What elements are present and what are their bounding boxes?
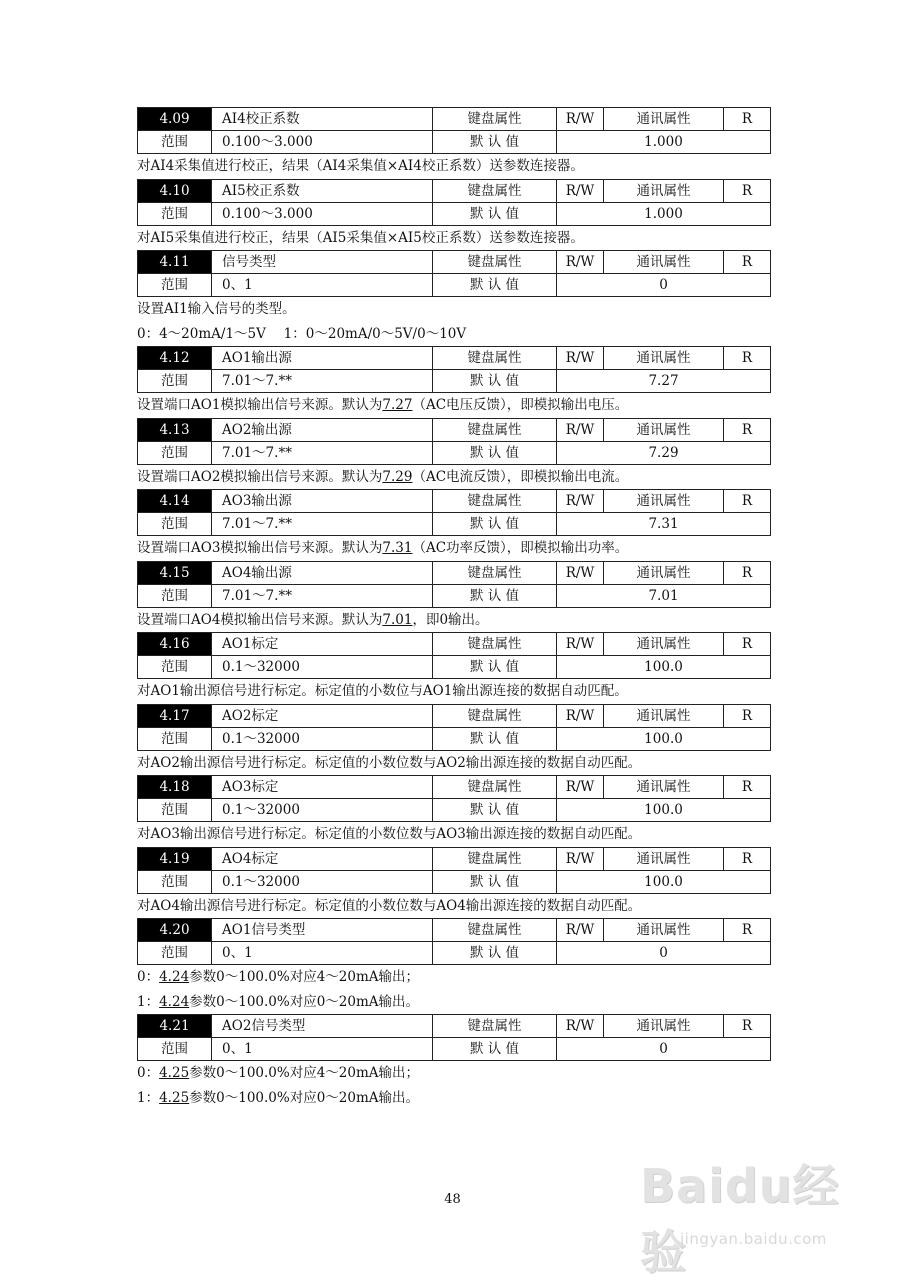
keyboard-attr-label: 键盘属性 xyxy=(433,919,557,942)
param-link[interactable]: 7.01 xyxy=(382,611,413,628)
keyboard-attr-value: R/W xyxy=(557,418,604,441)
range-value: 7.01～7.** xyxy=(212,513,433,536)
comm-attr-label: 通讯属性 xyxy=(604,561,724,584)
range-label: 范围 xyxy=(138,131,212,154)
param-description xyxy=(137,393,770,418)
note-text: 设置端口AO2模拟输出信号来源。默认为 xyxy=(137,468,383,485)
note-text: 1： xyxy=(137,993,160,1010)
range-value: 0.100～3.000 xyxy=(212,202,433,225)
param-range-row xyxy=(138,727,771,750)
comm-attr-label: 通讯属性 xyxy=(604,490,724,513)
range-label: 范围 xyxy=(138,274,212,297)
param-header-row xyxy=(138,251,771,274)
param-header-row xyxy=(138,561,771,584)
comm-attr-label: 通讯属性 xyxy=(604,179,724,202)
note-text: （AC电流反馈），即模拟输出电流。 xyxy=(412,468,629,485)
comm-attr-value: R xyxy=(724,179,771,202)
default-label: 默 认 值 xyxy=(433,202,557,225)
param-description: 对AI5采集值进行校正，结果（AI5采集值×AI5校正系数）送参数连接器。 xyxy=(137,229,584,246)
param-link[interactable]: 7.31 xyxy=(382,540,413,556)
keyboard-attr-value: R/W xyxy=(557,776,604,799)
param-description: 对AO2输出源信号进行标定。标定值的小数位数与AO2输出源连接的数据自动匹配。 xyxy=(137,754,642,771)
keyboard-attr-label: 键盘属性 xyxy=(433,704,557,727)
range-label: 范围 xyxy=(138,370,212,393)
param-name: AO3标定 xyxy=(212,776,433,799)
param-range-row xyxy=(138,202,771,225)
param-id: 4.11 xyxy=(138,251,212,274)
keyboard-attr-label: 键盘属性 xyxy=(433,847,557,870)
range-label: 范围 xyxy=(138,441,212,464)
keyboard-attr-value: R/W xyxy=(557,704,604,727)
default-label: 默 认 值 xyxy=(433,131,557,154)
range-value: 0、1 xyxy=(212,942,433,965)
param-header-row xyxy=(138,347,771,370)
keyboard-attr-label: 键盘属性 xyxy=(433,108,557,131)
param-table-4-12 xyxy=(137,346,771,393)
comm-attr-value: R xyxy=(724,108,771,131)
param-description: 对AO4输出源信号进行标定。标定值的小数位数与AO4输出源连接的数据自动匹配。 xyxy=(137,897,642,914)
param-id: 4.15 xyxy=(138,561,212,584)
param-header-row xyxy=(138,490,771,513)
comm-attr-label: 通讯属性 xyxy=(604,347,724,370)
param-id: 4.10 xyxy=(138,179,212,202)
param-header-row xyxy=(138,633,771,656)
parameter-document xyxy=(137,107,770,1110)
comm-attr-value: R xyxy=(724,776,771,799)
param-range-row xyxy=(138,870,771,893)
param-id: 4.16 xyxy=(138,633,212,656)
param-table-4-18 xyxy=(137,775,771,822)
comm-attr-value: R xyxy=(724,561,771,584)
note-text: 参数0～100.0%对应4～20mA输出； xyxy=(189,969,420,985)
param-table-4-09 xyxy=(137,107,771,154)
param-description-options: 0：4～20mA/1～5V 1：0～20mA/0～5V/0～10V xyxy=(137,325,467,342)
param-link[interactable]: 7.29 xyxy=(382,468,413,485)
param-table-4-20 xyxy=(137,918,771,965)
note-text: 参数0～100.0%对应0～20mA输出。 xyxy=(189,1089,420,1106)
comm-attr-label: 通讯属性 xyxy=(604,776,724,799)
param-name: AO2输出源 xyxy=(212,418,433,441)
param-range-row xyxy=(138,131,771,154)
watermark xyxy=(640,1150,870,1279)
param-link[interactable]: 4.24 xyxy=(159,969,190,985)
keyboard-attr-label: 键盘属性 xyxy=(433,776,557,799)
range-value: 0、1 xyxy=(212,274,433,297)
default-label: 默 认 值 xyxy=(433,370,557,393)
param-id: 4.21 xyxy=(138,1015,212,1038)
param-link[interactable]: 7.27 xyxy=(382,397,413,413)
range-value: 7.01～7.** xyxy=(212,584,433,607)
range-value: 0.1～32000 xyxy=(212,799,433,822)
note-text: 0： xyxy=(137,1065,160,1081)
keyboard-attr-value: R/W xyxy=(557,251,604,274)
default-label: 默 认 值 xyxy=(433,942,557,965)
param-description xyxy=(137,465,770,490)
param-name: AO1信号类型 xyxy=(212,919,433,942)
default-label: 默 认 值 xyxy=(433,656,557,679)
range-label: 范围 xyxy=(138,942,212,965)
note-text: 0： xyxy=(137,969,160,985)
default-value: 0 xyxy=(557,942,771,965)
default-value: 100.0 xyxy=(557,799,771,822)
param-name: AO2标定 xyxy=(212,704,433,727)
default-value: 7.29 xyxy=(557,441,771,464)
range-label: 范围 xyxy=(138,799,212,822)
comm-attr-value: R xyxy=(724,490,771,513)
keyboard-attr-value: R/W xyxy=(557,1015,604,1038)
comm-attr-label: 通讯属性 xyxy=(604,1015,724,1038)
param-range-row xyxy=(138,274,771,297)
param-description xyxy=(137,536,770,561)
keyboard-attr-value: R/W xyxy=(557,490,604,513)
param-table-4-17 xyxy=(137,704,771,751)
comm-attr-value: R xyxy=(724,251,771,274)
param-header-row xyxy=(138,919,771,942)
keyboard-attr-value: R/W xyxy=(557,847,604,870)
param-name: AO2信号类型 xyxy=(212,1015,433,1038)
note-text: 1： xyxy=(137,1089,160,1106)
param-description-option-1 xyxy=(137,1086,770,1111)
default-value: 100.0 xyxy=(557,727,771,750)
param-id: 4.19 xyxy=(138,847,212,870)
comm-attr-value: R xyxy=(724,919,771,942)
param-table-4-19 xyxy=(137,847,771,894)
param-description xyxy=(137,608,770,633)
param-table-4-21 xyxy=(137,1014,771,1061)
default-label: 默 认 值 xyxy=(433,799,557,822)
param-header-row xyxy=(138,776,771,799)
default-label: 默 认 值 xyxy=(433,274,557,297)
note-text: 设置端口AO4模拟输出信号来源。默认为 xyxy=(137,611,383,628)
keyboard-attr-label: 键盘属性 xyxy=(433,418,557,441)
param-range-row xyxy=(138,513,771,536)
param-header-row xyxy=(138,1015,771,1038)
param-range-row xyxy=(138,441,771,464)
param-range-row xyxy=(138,942,771,965)
keyboard-attr-value: R/W xyxy=(557,633,604,656)
param-link[interactable]: 4.24 xyxy=(159,993,190,1010)
keyboard-attr-value: R/W xyxy=(557,179,604,202)
keyboard-attr-label: 键盘属性 xyxy=(433,251,557,274)
keyboard-attr-label: 键盘属性 xyxy=(433,179,557,202)
watermark-logo: Baidu经验 xyxy=(640,1159,840,1279)
comm-attr-label: 通讯属性 xyxy=(604,251,724,274)
comm-attr-value: R xyxy=(724,704,771,727)
note-text: ，即0输出。 xyxy=(412,611,489,628)
param-range-row xyxy=(138,1038,771,1061)
default-value: 1.000 xyxy=(557,202,771,225)
range-value: 7.01～7.** xyxy=(212,370,433,393)
param-name: 信号类型 xyxy=(212,251,433,274)
range-label: 范围 xyxy=(138,656,212,679)
default-value: 7.01 xyxy=(557,584,771,607)
param-name: AI4校正系数 xyxy=(212,108,433,131)
comm-attr-label: 通讯属性 xyxy=(604,919,724,942)
param-table-4-16 xyxy=(137,632,771,679)
param-id: 4.17 xyxy=(138,704,212,727)
param-description-option-1 xyxy=(137,990,770,1015)
note-text: 参数0～100.0%对应0～20mA输出。 xyxy=(189,993,420,1010)
comm-attr-label: 通讯属性 xyxy=(604,418,724,441)
param-header-row xyxy=(138,418,771,441)
param-description-option-0 xyxy=(137,965,770,990)
param-table-4-14 xyxy=(137,489,771,536)
default-label: 默 认 值 xyxy=(433,584,557,607)
param-name: AO3输出源 xyxy=(212,490,433,513)
range-value: 0.1～32000 xyxy=(212,656,433,679)
default-value: 0 xyxy=(557,1038,771,1061)
range-value: 0、1 xyxy=(212,1038,433,1061)
param-name: AI5校正系数 xyxy=(212,179,433,202)
param-header-row xyxy=(138,847,771,870)
param-table-4-10 xyxy=(137,179,771,226)
range-value: 0.100～3.000 xyxy=(212,131,433,154)
param-name: AO1输出源 xyxy=(212,347,433,370)
param-table-4-13 xyxy=(137,418,771,465)
range-label: 范围 xyxy=(138,202,212,225)
param-header-row xyxy=(138,704,771,727)
param-description: 设置AI1输入信号的类型。 xyxy=(137,301,296,317)
comm-attr-value: R xyxy=(724,847,771,870)
keyboard-attr-value: R/W xyxy=(557,347,604,370)
keyboard-attr-label: 键盘属性 xyxy=(433,561,557,584)
range-label: 范围 xyxy=(138,513,212,536)
keyboard-attr-label: 键盘属性 xyxy=(433,347,557,370)
comm-attr-label: 通讯属性 xyxy=(604,847,724,870)
param-header-row xyxy=(138,179,771,202)
comm-attr-value: R xyxy=(724,633,771,656)
default-label: 默 认 值 xyxy=(433,513,557,536)
param-range-row xyxy=(138,799,771,822)
param-table-4-15 xyxy=(137,561,771,608)
param-range-row xyxy=(138,584,771,607)
param-id: 4.20 xyxy=(138,919,212,942)
comm-attr-value: R xyxy=(724,418,771,441)
range-value: 0.1～32000 xyxy=(212,727,433,750)
default-value: 7.31 xyxy=(557,513,771,536)
default-label: 默 认 值 xyxy=(433,727,557,750)
comm-attr-value: R xyxy=(724,1015,771,1038)
note-text: 设置端口AO1模拟输出信号来源。默认为 xyxy=(137,397,383,413)
comm-attr-label: 通讯属性 xyxy=(604,633,724,656)
default-label: 默 认 值 xyxy=(433,1038,557,1061)
default-label: 默 认 值 xyxy=(433,441,557,464)
range-label: 范围 xyxy=(138,1038,212,1061)
keyboard-attr-value: R/W xyxy=(557,561,604,584)
param-name: AO1标定 xyxy=(212,633,433,656)
param-table-4-11 xyxy=(137,250,771,297)
param-name: AO4标定 xyxy=(212,847,433,870)
page-number: 48 xyxy=(444,1192,461,1207)
param-description: 对AI4采集值进行校正，结果（AI4采集值×AI4校正系数）送参数连接器。 xyxy=(137,158,584,174)
note-text: （AC功率反馈），即模拟输出功率。 xyxy=(412,540,629,556)
watermark-url: jingyan.baidu.com xyxy=(680,1230,827,1248)
range-value: 0.1～32000 xyxy=(212,870,433,893)
comm-attr-label: 通讯属性 xyxy=(604,704,724,727)
range-label: 范围 xyxy=(138,727,212,750)
param-header-row xyxy=(138,108,771,131)
param-link[interactable]: 4.25 xyxy=(159,1089,190,1106)
default-value: 1.000 xyxy=(557,131,771,154)
param-id: 4.09 xyxy=(138,108,212,131)
default-value: 100.0 xyxy=(557,656,771,679)
param-range-row xyxy=(138,370,771,393)
default-value: 7.27 xyxy=(557,370,771,393)
param-link[interactable]: 4.25 xyxy=(159,1065,190,1081)
keyboard-attr-label: 键盘属性 xyxy=(433,1015,557,1038)
param-id: 4.12 xyxy=(138,347,212,370)
default-value: 100.0 xyxy=(557,870,771,893)
keyboard-attr-label: 键盘属性 xyxy=(433,490,557,513)
note-text: 参数0～100.0%对应4～20mA输出； xyxy=(189,1065,420,1081)
param-name: AO4输出源 xyxy=(212,561,433,584)
range-label: 范围 xyxy=(138,584,212,607)
keyboard-attr-value: R/W xyxy=(557,919,604,942)
param-id: 4.18 xyxy=(138,776,212,799)
keyboard-attr-label: 键盘属性 xyxy=(433,633,557,656)
note-text: （AC电压反馈），即模拟输出电压。 xyxy=(412,397,629,413)
note-text: 设置端口AO3模拟输出信号来源。默认为 xyxy=(137,540,383,556)
range-value: 7.01～7.** xyxy=(212,441,433,464)
param-description: 对AO3输出源信号进行标定。标定值的小数位数与AO3输出源连接的数据自动匹配。 xyxy=(137,826,642,842)
range-label: 范围 xyxy=(138,870,212,893)
param-id: 4.13 xyxy=(138,418,212,441)
comm-attr-label: 通讯属性 xyxy=(604,108,724,131)
comm-attr-value: R xyxy=(724,347,771,370)
param-range-row xyxy=(138,656,771,679)
keyboard-attr-value: R/W xyxy=(557,108,604,131)
default-label: 默 认 值 xyxy=(433,870,557,893)
param-description-option-0 xyxy=(137,1061,770,1086)
param-id: 4.14 xyxy=(138,490,212,513)
default-value: 0 xyxy=(557,274,771,297)
param-description: 对AO1输出源信号进行标定。标定值的小数位与AO1输出源连接的数据自动匹配。 xyxy=(137,683,628,699)
